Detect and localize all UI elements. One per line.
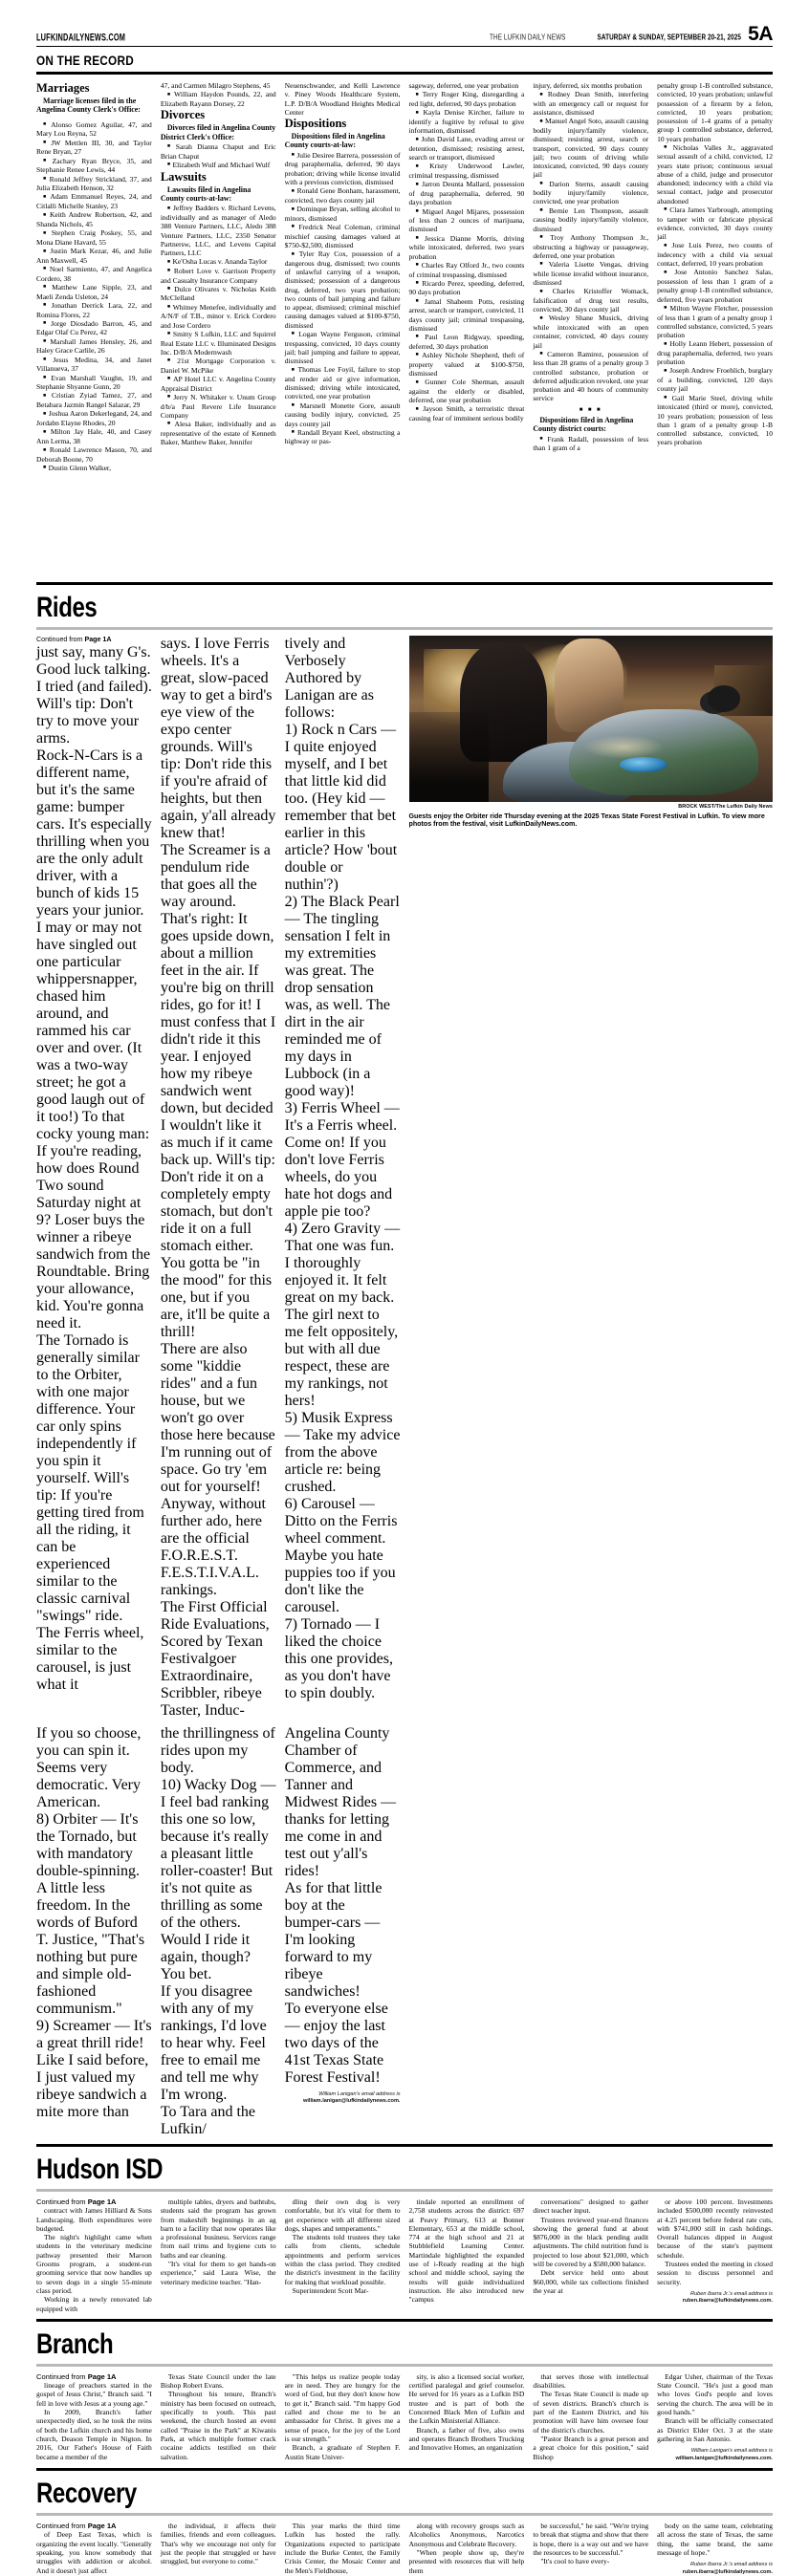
hudson-col-5 [533,2197,648,2313]
divorces-list [161,142,276,170]
photo-caption: Guests enjoy the Orbiter ride Thursday evening at the 2025 Texas State Forest Festival in Lufkin. To view more photos from the festival, visit LufkinDailyNews.com. [408,812,765,829]
story-paragraph: "Pastor Branch is a great person and a great choice for this position," said Bishop [533,2434,649,2461]
story-paragraph: tively and Verbosely Authored by Lanigan are as follows: [284,636,374,721]
dispositions-carryover-4: sageway, deferred, one year probation [408,81,519,90]
story-paragraph: In 2009, Branch's father unexpectedly died, so he took the reins of both the Lufkin church and his home church, Deason Temple in Nigton. In 2016, Our Father's House of Faith became a member of the [36,2408,152,2461]
story-paragraph: along with recovery groups such as Alcoholics Anonymous, Narcotics Anonymous and Celebrate Recovery. [408,2522,525,2548]
cont-page-link[interactable]: Page 1A [87,2522,117,2531]
record-item: ■ Ricardo Perez, speeding, deferred, 90 days probation [409,279,525,297]
district-dispositions-first: ■ Frank Radall, possession of less than 1 gram of a [533,435,648,453]
record-item: ■ Jeffrey Badders v. Richard Levens, individually and as manager of Aledo 388 Venture Partners, LLC, Aledo 388 Venture Partners, LLC, 2350 Senator Partnersw, LLC, and Levens Capital Partners, LLC [161,204,276,257]
record-item: ■ Milton Wayne Fletcher, possession of less than 1 gram of a penalty group 1 controlled substance, convicted, 5 years probation [657,304,773,339]
story-paragraph: To Tara and the Lufkin/ [160,2104,256,2137]
story-paragraph: the individual, it affects their families, friends and even colleagues. That's why we encourage not only for just the people that struggled or have struggled, but everyone to come." [160,2522,276,2566]
ranking-item: 4) Zero Gravity — That one was fun. I thoroughly enjoyed it. It felt great on my back. The girl next to me felt oppositely, but with all due respect, these are my rankings, not hers! [284,1221,401,1409]
record-item: ■ Joshua Aaron Dekerlegand, 24, and Jordabn Elayne Rhodes, 20 [36,409,152,427]
record-item: ■ Ronald Gene Bonham, harassment, convicted, two days county jail [285,186,401,205]
story-paragraph: "When people show up, they're presented with resources that will help them [408,2547,525,2575]
record-item: ■ Jayson Smith, a terroristic threat causing fear of imminent serious bodily [409,404,525,422]
story-paragraph: of Deep East Texas, which is organizing the event locally. "Generally speaking, you know somebody that struggles with addiction or alcohol. And it doesn't just affect [36,2530,152,2575]
story-paragraph: "It's vital for them to get hands-on experience," said Laura Wise, the veterinary medicine teacher. "Han- [160,2260,276,2286]
recovery-col-3 [285,2522,401,2576]
story-paragraph: that serves those with intellectual disabilities. [533,2371,649,2391]
rides-rule [36,627,773,630]
branch-story-grid [36,2372,773,2462]
rides-bottom-spacer-2 [533,1725,648,2138]
issue-date: SATURDAY & SUNDAY, SEPTEMBER 20-21, 2025 [597,32,742,42]
record-item: ■ Darion Sterns, assault causing bodily injury/family violence, convicted, one year probation [533,180,648,206]
story-paragraph: Debt service held onto about $60,000, while tax collections finished the year at [533,2268,649,2295]
story-paragraph: Angelina County Chamber of Commerce, and Tanner and Midwest Rides — thanks for letting me come in and test out y'all's rides! [284,1725,397,1879]
record-item: ■ Matthew Lane Sipple, 23, and Maeli Zenda Usleton, 24 [36,283,152,301]
rides-col3-bullets [285,722,401,1702]
record-item: ■ AP Hotel LLC v. Angelina County Appraisal District [161,375,276,393]
photo-glow [583,735,664,758]
hudson-byline-name: Ruben Ibarra Jr.'s email address is [689,2290,773,2297]
hudson-col-1 [36,2197,152,2313]
rides-col2-body [161,636,276,1720]
record-item: ■ Stephen Craig Poskey, 55, and Mona Diane Havard, 55 [36,228,152,247]
cont-label: Continued from [36,2197,86,2206]
story-paragraph: The First Official Ride Evaluations, Scored by Texan Festivalgoer Extraordinaire, Scribbler, ribeye Taster, Induc- [160,1599,270,1719]
rides-bottom-col1-body [36,1725,152,1811]
story-paragraph: Branch, a father of five, also owns and operates Branch Brothers Trucking and Innovative Homes, an organization [408,2425,525,2453]
branch-col-4 [409,2372,525,2462]
rides-photo-block [409,636,774,1720]
record-item: ■ Thomas Lee Foyil, failure to stop and render aid or give information, dismissed; driving while intoxicated, convicted, one year probation [285,365,401,400]
hudson-byline [657,2291,773,2305]
cont-page-link[interactable]: Page 1A [84,636,112,643]
story-paragraph: There are also some "kiddie rides" and a fun house, but we won't go over those here because I'm running out of space. Go try 'em out for yourself! Anyway, without further ado, here are the official F.O.R.E.S.T. F.E.S.T.I.V.A.L. rankings. [160,1341,275,1598]
lawsuits-heading: Lawsuits [160,169,207,184]
dispositions-list-2 [409,90,525,422]
record-item: ■ Kayla Denise Kircher, failure to identify a fugitive by refusal to give information, dismissed [409,108,525,135]
record-item: ■ Cameron Ramirez, possession of less than 28 grams of a penalty group 3 controlled substance, probation or deferred adjudication revoked, one year probation and 40 hours of community service [533,350,648,403]
record-item: ■ Ashley Nichole Shepherd, theft of property valued at $100-$750, dismissed [409,351,525,378]
story-paragraph: "It's cool to have every- [540,2557,610,2566]
rides-byline-email[interactable]: william.lanigan@lufkindailynews.com. [302,2098,401,2105]
record-item: ■ Fredrick Neal Coleman, criminal mischief causing damages valued at $750-$2,500, dismissed [285,223,401,249]
branch-headline: Branch [36,2327,114,2360]
record-item: ■ JW Mettlen III, 30, and Taylor Rene Bryan, 27 [36,139,152,157]
photo-shadow-left [409,712,490,802]
story-paragraph: The students told trustees they take calls from clients, schedule appointments and perform services within the class period. They credited the district's investment in the facility for making that workload possible. [284,2233,401,2286]
record-item: ■ Troy Anthony Thompson Jr., obstructing a highway or passageway, deferred, one year probation [533,233,648,260]
recovery-byline-name: Ruben Ibarra Jr.'s email address is [689,2562,773,2568]
rides-bottom-col2-tail [161,1983,276,2138]
branch-col-5 [533,2372,648,2462]
records-column-6 [657,81,773,576]
record-item: ■ Dulce Olivares v. Nicholas Keith McClelland [161,285,276,303]
ranking-item: 5) Musik Express — Take my advice from the above article re: being crushed. [284,1410,401,1495]
story-paragraph: The night's highlight came when students in the veterinary medicine pathway presented their Maroon Grooms program, a student-run grooming service that now handles up to seven dogs in a single 55-minute class period. [36,2233,152,2295]
records-column-3 [285,81,401,576]
record-item: ■ Jorge Diosdado Barron, 45, and Edgar Olaf Cu Perez, 42 [36,319,152,337]
page-number: 5A [748,23,773,45]
story-paragraph: If you so choose, you can spin it. Seems very democratic. Very American. [36,1725,142,1810]
record-item: ■ Logan Wayne Ferguson, criminal trespassing, convicted, 10 days county jail; bail jumping and failure to appear, dismissed [285,330,401,365]
paper-name: THE LUFKIN DAILY NEWS [489,32,566,42]
lawsuits-list [161,204,276,446]
district-carryover: penalty group 1-B controlled substance, convicted, 10 years probation; unlawful possession of a firearm by a felon, convicted, 10 years probation; possession of 1-4 grams of a penalty group 1 controlled substance, deferred, 10 years probation [657,81,773,143]
website-url: LUFKINDAILYNEWS.COM [36,32,126,43]
record-item: ■ Miguel Angel Mijares, possession of less than 2 ounces of marijuana, dismissed [409,207,525,234]
ranking-item: 10) Wacky Dog — I feel bad ranking this one so low, because it's really a pleasant little roller-coaster! But it's not quite as thrilling as some of the others. Would I ride it again, though? You bet. [160,1777,276,1982]
record-item: ■ Charles Kristoffer Womack, falsification of drug test results, convicted, 30 days county jail [533,287,648,314]
hudson-col-2 [161,2197,276,2313]
ranking-item: 6) Carousel — Ditto on the Ferris wheel comment. Maybe you hate puppies too if you don't like the carousel. [284,1496,398,1615]
recovery-byline-email[interactable]: ruben.ibarra@lufkindailynews.com. [682,2568,773,2575]
dispositions-carryover-5: injury, deferred, six months probation [533,81,643,90]
record-item: ■ Rodney Dean Smith, interfering with an emergency call or request for assistance, dismissed [533,90,648,117]
rides-bottom-col3-body [285,1725,401,2087]
hudson-headline: Hudson ISD [36,2154,163,2185]
records-column-1 [36,81,152,576]
marriages-subhead: Marriage licenses filed in the Angelina County Clerk's Office: [36,97,141,115]
story-paragraph: Trustees reviewed year-end finances showing the general fund at about $876,000 in the black pending audit adjustments. The child nutrition fund is projected to lose about $21,000, which will be covered by a $580,000 balance. [533,2215,649,2269]
recovery-col-1 [36,2522,152,2576]
hudson-rule [36,2189,773,2192]
records-column-5 [533,81,648,576]
rides-bottom-col-3 [285,1725,401,2138]
story-paragraph: Edgar Usher, chairman of the Texas State Council. "He's just a good man who loves God's people and loves serving the church. The area will be in good hands." [657,2371,773,2417]
rides-byline-name: William Lanigan's email address is [318,2091,401,2097]
record-item: ■ Noel Sarmiento, 47, and Angelica Cordero, 38 [36,265,152,283]
section-title: ON THE RECORD [36,53,134,68]
story-paragraph: Working in a newly renovated lab equipped with [36,2295,152,2313]
masthead [36,0,773,46]
divorces-heading: Divorces [160,108,206,122]
story-paragraph: To everyone else — enjoy the last two days of the 41st Texas State Forest Festival! [284,2001,388,2086]
cont-label: Continued from [36,2371,86,2381]
record-item: ■ Jarron Deunta Mallard, possession of drug paraphernalia, deferred, 90 days probation [409,180,525,206]
story-paragraph: contract with James Hilliard & Sons Landscaping. Both expenditures were budgeted. [36,2206,152,2233]
hudson-story-grid [36,2197,773,2313]
record-item: ■ Holly Leann Hebert, possession of drug paraphernalia, deferred, two years probation [657,339,773,366]
hudson-byline-email[interactable]: ruben.ibarra@lufkindailynews.com. [682,2298,773,2305]
story-paragraph: The Tornado is generally similar to the Orbiter, with one major difference. Your car only spins independently if you spin it yourself. Will's tip: If you're getting tired from all the riding, it can be experienced similar to the classic carnival "swings" ride. [36,1332,144,1625]
record-item: ■ Jonathan Derrick Lara, 22, and Romina Flores, 22 [36,301,152,319]
records-column-4 [409,81,525,576]
rides-bottom-spacer-3 [657,1725,773,2138]
recovery-story-grid [36,2522,773,2576]
district-dispositions-subhead: Dispositions filed in Angelina County district courts: [533,415,634,434]
branch-col-6 [657,2372,773,2462]
record-item: ■ Dominque Bryan, selling alcohol to minors, dismissed [285,205,401,223]
rides-bottom-col2-intro: the thrillingness of rides upon my body. [160,1725,275,1776]
section-dots: ■ ■ ■ [579,406,602,413]
story-paragraph: be successful," he said. "We're trying to break that stigma and show that there is hope, there is a way out and we have the resources to be successful." [533,2522,649,2557]
story-paragraph: sity, is also a licensed social worker, certified paralegal and grief counselor. He served for 16 years as a Lufkin ISD trustee and is part of both the Concerned Black Men of Lufkin and the Lufkin Ministerial Alliance. [408,2371,525,2426]
record-item: ■ Ronald Lawrence Mason, 70, and Deborah Boone, 70 [36,445,152,464]
branch-continued-from [36,2372,152,2381]
hudson-col6-body [657,2197,773,2286]
record-item: ■ Randall Bryant Keel, obstructing a highway or pas- [285,428,401,446]
record-item: ■ Gunner Cole Sherman, assault against the elderly or disabled, deferred, one year probation [409,378,525,404]
ranking-item: 2) The Black Pearl — The tingling sensation I felt in my extremities was great. The drop sensation was, as well. The dirt in the air reminded me of my days in Lubbock (in a good way)! [284,894,400,1099]
rides-col-3 [285,636,401,1720]
record-item: ■ Alonso Gomez Aguilar, 47, and Mary Lou Reyna, 52 [36,120,152,139]
rides-col-2 [161,636,276,1720]
ranking-item: 3) Ferris Wheel — It's a Ferris wheel. Come on! If you don't love Ferris wheels, do you hate hot dogs and apple pie too? [284,1100,400,1220]
story-paragraph: Rock-N-Cars is a different name, but it's the same game: bumper cars. It's especially thrilling when you are the only adult driver, with a bunch of kids 15 years your junior. I may or may not have singled out one particular whippersnapper, chased him around, and rammed his car over and over. (It was a two-way street; he got a good laugh out of it too!) To that cocky young man: If you're reading, how does Round Two sound Saturday night at 9? Loser buys the winner a ribeye sandwich from the Roundtable. Bring your allowance, kid. You're gonna need it. [36,747,152,1332]
rides-continued-from [36,636,152,644]
dispositions-heading: Dispositions [284,117,347,130]
dispositions-list-1 [285,151,401,446]
record-item: ■ Wesley Shane Musick, driving while intoxicated with an open container, convicted, 40 days county jail [533,314,648,349]
hudson-col-6 [657,2197,773,2313]
story-paragraph: Branch will be officially consecrated as District Elder Oct. 3 at the state gathering in San Antonio. [657,2416,773,2443]
rides-col-1 [36,636,152,1720]
ranking-item: 9) Screamer — It's a great thrill ride! Like I said before, I just valued my ribeye sandwich a mite more than [36,2018,152,2120]
record-item: ■ Jerry N. Whitaker v. Unum Group d/b/a Paul Revere Life Insurance Company [161,393,276,420]
branch-col-3 [285,2372,401,2462]
ranking-item: 1) Rock n Cars — I quite enjoyed myself, and I bet that little kid did too. (Hey kid — remember that bet earlier in this article? How 'bout double or nuthin'?) [284,722,398,893]
record-item: ■ Ronald Jeffrey Strickland, 37, and Julia Elizabeth Henson, 32 [36,175,152,193]
record-item: ■ Valeria Lisette Vengas, driving while license invalid without insurance, dismissed [533,260,648,287]
story-paragraph: multiple tables, dryers and bathtubs, students said the program has grown from makeshift beginnings in an ag barn to a facility that now operates like a professional business. Services range from nail trims and hygiene cuts to baths and ear cleaning. [160,2197,276,2260]
branch-byline [657,2448,773,2462]
recovery-col-4 [409,2522,525,2576]
branch-col6-body [657,2372,773,2443]
story-paragraph: This year marks the third time Lufkin has hosted the rally. Organizations expected to participate include the Burke Center, the Family Crisis Center, the Mosaic Center and the Men's Fieldhouse, [284,2522,401,2575]
masthead-right [476,25,773,43]
lawsuits-subhead: Lawsuits filed in Angelina County courts-at-law: [160,184,251,203]
festival-photo [409,636,774,802]
story-paragraph: tindale reported an enrollment of 2,758 students across the district: 697 at Peavy Primary, 613 at Bonner Elementary, 653 at the middle school, 774 at the high school and 21 at Stubblefield Learning Center. Martindale highlighted the expanded use of i-Ready reading at the high school and middle school, saying the results will guide individualized instruction. He also introduced new "campus [408,2197,525,2305]
recovery-col-6 [657,2522,773,2576]
record-item: ■ Robert Love v. Garrison Property and Casualty Insurance Company [161,267,276,285]
record-item: ■ Evan Marshall Vaughn, 19, and Stephanie Shyanne Gunn, 20 [36,374,152,392]
marriages-carryover-item: ■ William Haydon Pounds, 22, and Elizabeth Rayann Dorsey, 22 [161,90,276,108]
story-paragraph: The Texas State Council is made up of seven districts. Branch's church is part of the Eastern District, and his promotion will have him oversee four of the district's churches. [533,2390,649,2435]
marriages-heading: Marriages [36,81,90,95]
hudson-col-4 [409,2197,525,2313]
record-item: ■ Julie Desiree Barrera, possession of drug paraphernalia, deferred, 90 days probation; driving while license invalid with a previous conviction, dismissed [285,151,401,186]
record-item: ■ Dustin Glenn Walker, [36,464,152,473]
record-item: ■ Clara James Yarbrough, attempting to tamper with or fabricate physical evidence, convicted, 30 days county jail [657,206,773,241]
record-item: ■ Whitney Menefee, individually and A/N/F of T.B., minor v. Erick Cordero and Jose Cordero [161,303,276,330]
record-item: ■ Marsnell Monette Gore, assault causing bodily injury, convicted, 25 days county jail [285,401,401,428]
photo-steering-wheel-icon [708,685,740,712]
record-item: ■ Milton Jay Hale, 40, and Casey Ann Lerma, 38 [36,427,152,445]
story-paragraph: If you disagree with any of my rankings, I'd love to hear why. Feel free to email me and tell me why I'm wrong. [160,1983,267,2103]
record-item: ■ Marshall James Hensley, 26, and Haley Grace Carlile, 26 [36,337,152,356]
story-paragraph: Branch, a graduate of Stephen F. Austin State Univer- [284,2443,401,2461]
recovery-col6-body [657,2522,773,2557]
record-item: ■ Elizabeth Wulf and Michael Wulf [161,161,276,170]
rides-bottom-col-1 [36,1725,152,2138]
record-item: ■ Manuel Angel Soto, assault causing bodily injury/family violence, dismissed; resisting arrest, search or transport, convicted, 90 days county jail; two counts of driving while intoxicated, convicted, 90 days county jail [533,117,648,179]
marriages-list [36,120,152,473]
record-item: ■ Jose Luis Perez, two counts of indecency with a child via sexual contact, deferred, 10 years probation [657,241,773,268]
branch-rule [36,2364,773,2367]
record-item: ■ Nicholas Valles Jr., aggravated sexual assault of a child, convicted, 12 years state prison; continuous sexual abuse of a child, judge and prosecutor abandoned; indecency with a child via sexual contact, judge and prosecutor abandoned [657,143,773,206]
marriages-carryover: 47, and Carmen Milagro Stephens, 45 [160,81,271,90]
recovery-byline [657,2562,773,2576]
record-item: ■ Jesus Medina, 34, and Janet Villanueva, 37 [36,356,152,374]
record-item: ■ Paul Leon Ridgway, speeding, deferred, 30 days probation [409,333,525,351]
record-item: ■ Bernie Len Thompson, assault causing bodily injury/family violence, dismissed [533,206,648,233]
divorces-subhead: Divorces filed in Angelina County District Clerk's Office: [160,123,276,141]
recovery-continued-from [36,2522,152,2530]
story-paragraph: body on the same team, celebrating all across the state of Texas, the same thing, the same brand, the same message of hope." [657,2522,773,2557]
recovery-col-5 [533,2522,648,2576]
hudson-col-3 [285,2197,401,2313]
records-grid [36,75,773,576]
recovery-headline: Recovery [36,2478,137,2510]
rides-col1-body [36,644,152,1694]
story-paragraph: The Screamer is a pendulum ride that goes all the way around. That's right: It goes upside down, about a million feet in the air. If you're big on thrill rides, go for it! I must confess that I didn't ride it this year. I enjoyed how my ribeye sandwich went down, but decided I wouldn't like it as much if it came back up. Will's tip: Don't ride it on a completely empty stomach, but don't ride it on a full stomach either. You gotta be "in the mood" for this one, but if you are, it'll be quite a thrill! [160,842,276,1340]
story-paragraph: conversations" designed to gather direct teacher input. [533,2197,649,2216]
record-item: ■ Cristian Zyiad Tamez, 27, and Betabara Jazmin Rangel Salazar, 29 [36,391,152,409]
cont-page-link[interactable]: Page 1A [87,2371,117,2381]
record-item: ■ John David Lane, evading arrest or detention, dismissed; resisting arrest, search or transport, dismissed [409,135,525,162]
record-item: ■ Charles Ray Olford Jr., two counts of criminal trespassing, dismissed [409,261,525,279]
rides-bottom-spacer [409,1725,525,2138]
district-dispositions-list [657,143,773,447]
story-paragraph: "This helps us realize people today are in need. They are hungry for the word of God, but they don't know how to get it," Branch said. "I'm happy God called and chose me to be an ambassador for Christ. It gives me a sense of peace, for the joy of the Lord is our strength." [284,2371,401,2443]
branch-col-2 [161,2372,276,2462]
rides-bottom-col-2 [161,1725,276,2138]
cont-page-link[interactable]: Page 1A [87,2197,117,2206]
rides-bottom-col1-bullets [36,1811,152,2121]
record-item: ■ Tyler Ray Cox, possession of a dangerous drug, dismissed; two counts of unlawful carrying of a weapon, dismissed; possession of a dangerous drug, deferred, two years probation; two counts of bail jumping and failure to appear, dismissed; criminal mischief causing damages valued at $100-$750, dismissed [285,249,401,330]
record-item: ■ Ke'Osha Lucas v. Ananda Taylor [161,257,276,267]
branch-byline-name: William Lanigan's email address is [690,2448,773,2455]
recovery-col-2 [161,2522,276,2576]
cont-label: Continued from [36,636,83,643]
record-item: ■ Jose Antonio Sanchez Salas, possession of less than 1 gram of a penalty group 1-B controlled substance, deferred, five years probation [657,268,773,303]
recovery-rule [36,2513,773,2516]
record-item: ■ 21st Mortgage Corporation v. Daniel W. McPike [161,357,276,375]
rides-bottom-col2-bullets [161,1777,276,1983]
dispositions-subhead: Dispositions filed in Angelina County courts-at-law: [284,132,385,150]
rides-col3-body [285,636,401,722]
dispositions-list-3 [533,90,648,402]
hudson-continued-from [36,2197,152,2206]
story-paragraph: dling their own dog is very comfortable, but it's vital for them to get experience with all different sized dogs, shapes and temperaments." [284,2197,401,2233]
record-item: ■ Adam Emmanuel Reyes, 24, and Citlalli Michelle Stanley, 23 [36,192,152,210]
story-paragraph: Trustees ended the meeting in closed session to discuss personnel and security. [657,2260,773,2286]
branch-col-1 [36,2372,152,2462]
branch-col1-body [36,2381,152,2461]
story-paragraph: Throughout his tenure, Branch's ministry has been focused on outreach, specifically to youth. This past weekend, the church hosted an event called "Praise in the Park" at Kiwanis Park, at which multiple former crack cocaine addicts testified on their salvation. [160,2390,276,2461]
recovery-col1-body [36,2530,152,2574]
story-paragraph: Texas State Council under the late Bishop Robert Evans. [160,2371,276,2391]
record-item: ■ Kristy Underwood Lawler, criminal trespassing, dismissed [409,162,525,180]
story-paragraph: just say, many G's. Good luck talking. I tried (and failed). Will's tip: Don't try to move your arms. [36,644,152,747]
rides-headline: Rides [36,592,98,623]
story-paragraph: says. I love Ferris wheels. It's a great, slow-paced way to get a bird's eye view of the expo center grounds. Will's tip: Don't ride this if you're afraid of heights, but then again, y'all already knew that! [160,636,276,841]
rides-byline [285,2091,401,2106]
story-paragraph: As for that little boy at the bumper-cars — I'm looking forward to my ribeye sandwiches! [284,1880,383,2000]
story-paragraph: Superintendent Scott Mar- [292,2285,369,2295]
record-item: ■ Gail Marie Steel, driving while intoxicated (third or more), convicted, 10 years probation; possession of less than 1 gram of a penalty group 1-B controlled substance, convicted, 10 years probation [657,394,773,447]
record-item: ■ Zachary Ryan Bryce, 35, and Stephanie Renee Lewis, 44 [36,157,152,175]
ranking-item: 7) Tornado — I liked the choice this one provides, as you don't have to spin doubly. [284,1616,393,1701]
lawsuits-carryover: Neuenschwander, and Kelli Lawrence v. Piney Woods Healthcare System, L.P. D/B/A Woodland Heights Medical Center [284,81,401,117]
record-item: ■ Keith Andrew Robertson, 42, and Shanda Nichols, 45 [36,210,152,228]
ranking-item: 8) Orbiter — It's the Tornado, but with mandatory double-spinning. A little less freedom. In the words of Buford T. Justice, "That's nothing but pure and simple old-fashioned communism." [36,1811,145,2017]
record-item: ■ Terry Roger King, disregarding a red light, deferred, 90 days probation [409,90,525,108]
record-item: ■ Smitty S Lufkin, LLC and Squirrel Real Estate LLC v. Illuminated Designs Inc. D/B/A Modernwash [161,330,276,357]
photo-credit: BROCK WEST/The Lufkin Daily News [678,803,773,810]
record-item: ■ Jamal Shaheem Potts, resisting arrest, search or transport, convicted, 11 days county jail; criminal trespassing, dismissed [409,297,525,333]
record-item: ■ Jessica Dianne Morris, driving while intoxicated, deferred, two years probation [409,234,525,261]
record-item: ■ Joseph Andrew Froehlich, burglary of a building, convicted, 120 days county jail [657,366,773,393]
record-item: ■ Justin Mark Kezar, 46, and Julie Ann Maxwell, 45 [36,247,152,265]
branch-byline-email[interactable]: william.lanigan@lufkindailynews.com. [675,2455,773,2461]
record-item: ■ Sarah Dianna Chaput and Eric Brian Chaput [161,142,276,161]
photo-ride-puck [620,757,667,772]
record-item: ■ Alesa Baker, individually and as representative of the estate of Kenneth Baker, Matthew Baker, Jennifer [161,420,276,446]
rides-bottom-grid [36,1720,773,2138]
story-paragraph: lineage of preachers started in the gospel of Jesus Christ," Branch said. "I fell in love with Jesus at a young age." [36,2381,152,2408]
rides-top-grid [36,636,773,1720]
story-paragraph: The Ferris wheel, similar to the carousel, is just what it [36,1625,144,1694]
hudson-col1-body [36,2206,152,2313]
cont-label: Continued from [36,2522,86,2531]
records-column-2 [161,81,276,576]
story-paragraph: or above 100 percent. Investments included $500,000 recently reinvested at 4.25 percent before federal rate cuts, with $741,000 still in cash holdings. Overall balances dipped in August because of the state's payment schedule. [657,2197,773,2260]
